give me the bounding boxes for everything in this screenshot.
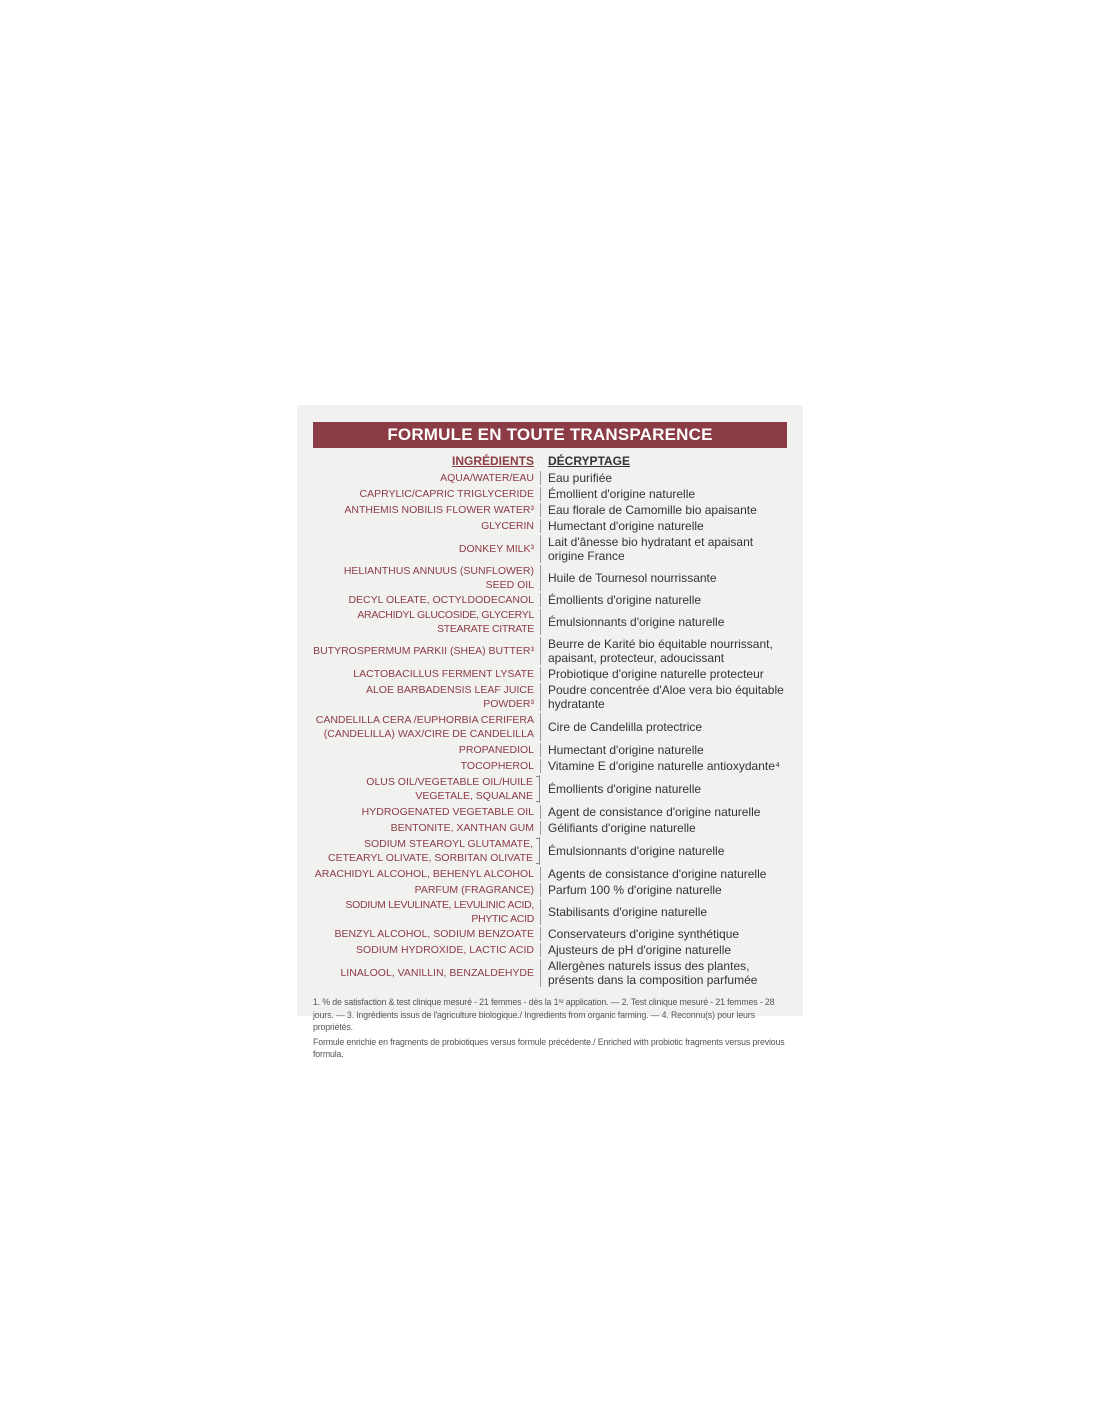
table-row xyxy=(313,926,787,942)
footnote-references: 1. % de satisfaction & test clinique mesuré - 21 femmes - dès la 1ʳᵉ application. — 2. Test clinique mesuré - 21 femmes - 28 jours. — 3. Ingrédients issus de l'agriculture biologique./ Ingredients from organic farming. — 4. Reconnu(s) pour leurs propriétés. xyxy=(313,997,775,1032)
table-row xyxy=(313,592,787,608)
ingredient-description: Émulsionnants d'origine naturelle xyxy=(548,615,725,629)
ingredient-description: Poudre concentrée d'Aloe vera bio équitable hydratante xyxy=(548,683,784,711)
ingredient-name: PARFUM (FRAGRANCE) xyxy=(414,884,534,896)
ingredient-name: TOCOPHEROL xyxy=(460,760,534,772)
footnotes xyxy=(313,996,789,1061)
ingredient-name: SODIUM HYDROXIDE, LACTIC ACID xyxy=(356,944,534,956)
table-row xyxy=(313,836,787,866)
ingredient-name: ANTHEMIS NOBILIS FLOWER WATER³ xyxy=(344,504,534,516)
ingredient-name: HYDROGENATED VEGETABLE OIL xyxy=(361,806,534,818)
ingredient-description: Émulsionnants d'origine naturelle xyxy=(548,844,725,858)
ingredient-name: LACTOBACILLUS FERMENT LYSATE xyxy=(353,668,534,680)
ingredient-name: DECYL OLEATE, OCTYLDODECANOL xyxy=(348,594,534,606)
table-row xyxy=(313,518,787,534)
ingredient-description: Huile de Tournesol nourrissante xyxy=(548,571,717,585)
ingredient-name: SODIUM STEAROYL GLUTAMATE, CETEARYL OLIVATE, SORBITAN OLIVATE xyxy=(313,837,540,865)
ingredient-description: Beurre de Karité bio équitable nourrissant, apaisant, protecteur, adoucissant xyxy=(548,637,773,665)
ingredient-name: ALOE BARBADENSIS LEAF JUICE POWDER³ xyxy=(365,684,534,710)
table-row xyxy=(313,502,787,518)
table-row xyxy=(313,804,787,820)
header-decryptage: DÉCRYPTAGE xyxy=(548,454,631,468)
table-row xyxy=(313,758,787,774)
ingredient-description: Émollients d'origine naturelle xyxy=(548,782,702,796)
ingredient-description: Émollients d'origine naturelle xyxy=(548,593,702,607)
ingredient-description: Ajusteurs de pH d'origine naturelle xyxy=(548,943,732,957)
ingredient-description: Parfum 100 % d'origine naturelle xyxy=(548,883,722,897)
table-row xyxy=(313,636,787,666)
table-row xyxy=(313,608,787,636)
ingredient-description: Agent de consistance d'origine naturelle xyxy=(548,805,761,819)
ingredient-description: Probiotique d'origine naturelle protecteur xyxy=(548,667,764,681)
ingredient-description: Émollient d'origine naturelle xyxy=(548,487,696,501)
table-row xyxy=(313,958,787,988)
table-row xyxy=(313,470,787,486)
ingredient-description: Eau florale de Camomille bio apaisante xyxy=(548,503,757,517)
ingredient-name: BUTYROSPERMUM PARKII (SHEA) BUTTER³ xyxy=(313,645,534,657)
table-header xyxy=(313,452,787,470)
table-row xyxy=(313,682,787,712)
ingredient-description: Agents de consistance d'origine naturelle xyxy=(548,867,767,881)
table-row xyxy=(313,742,787,758)
table-row xyxy=(313,564,787,592)
ingredients-table xyxy=(313,452,787,988)
ingredient-name: CAPRYLIC/CAPRIC TRIGLYCERIDE xyxy=(359,488,534,500)
formula-title: FORMULE EN TOUTE TRANSPARENCE xyxy=(313,422,787,448)
table-row xyxy=(313,942,787,958)
ingredient-name: CANDELILLA CERA /EUPHORBIA CERIFERA (CANDELILLA) WAX/CIRE DE CANDELILLA xyxy=(315,714,534,740)
ingredient-name: GLYCERIN xyxy=(481,520,534,532)
table-row xyxy=(313,486,787,502)
table-row xyxy=(313,882,787,898)
ingredient-name: OLUS OIL/VEGETABLE OIL/HUILE VEGETALE, SQUALANE xyxy=(313,775,540,803)
table-row xyxy=(313,898,787,926)
table-row xyxy=(313,666,787,682)
ingredient-name: HELIANTHUS ANNUUS (SUNFLOWER) SEED OIL xyxy=(343,565,534,591)
ingredient-description: Vitamine E d'origine naturelle antioxydante⁴ xyxy=(548,759,781,773)
ingredient-name: PROPANEDIOL xyxy=(458,744,534,756)
table-row xyxy=(313,820,787,836)
ingredient-description: Allergènes naturels issus des plantes, présents dans la composition parfumée xyxy=(548,959,758,987)
ingredient-name: DONKEY MILK³ xyxy=(458,543,534,555)
header-ingredients: INGRÉDIENTS xyxy=(451,454,534,468)
table-row xyxy=(313,866,787,882)
ingredient-description: Gélifiants d'origine naturelle xyxy=(548,821,696,835)
ingredient-description: Stabilisants d'origine naturelle xyxy=(548,905,708,919)
ingredient-description: Humectant d'origine naturelle xyxy=(548,519,704,533)
ingredient-description: Cire de Candelilla protectrice xyxy=(548,720,703,734)
ingredient-description: Humectant d'origine naturelle xyxy=(548,743,704,757)
ingredient-name: ARACHIDYL ALCOHOL, BEHENYL ALCOHOL xyxy=(314,868,534,880)
table-row xyxy=(313,712,787,742)
footnote-formula: Formule enrichie en fragments de probiotiques versus formule précédente./ Enriched with probiotic fragments versus previous formula. xyxy=(313,1036,785,1059)
ingredient-name: AQUA/WATER/EAU xyxy=(440,472,534,484)
ingredient-name: LINALOOL, VANILLIN, BENZALDEHYDE xyxy=(340,967,534,979)
ingredient-description: Eau purifiée xyxy=(548,471,613,485)
ingredient-description: Lait d'ânesse bio hydratant et apaisant origine France xyxy=(548,535,754,563)
table-row xyxy=(313,774,787,804)
ingredient-name: SODIUM LEVULINATE, LEVULINIC ACID, PHYTIC ACID xyxy=(345,899,534,925)
ingredient-name: BENTONITE, XANTHAN GUM xyxy=(390,822,534,834)
table-row xyxy=(313,534,787,564)
ingredients-card xyxy=(297,405,803,1059)
ingredient-description: Conservateurs d'origine synthétique xyxy=(548,927,740,941)
ingredient-name: BENZYL ALCOHOL, SODIUM BENZOATE xyxy=(334,928,534,940)
ingredient-name: ARACHIDYL GLUCOSIDE, GLYCERYL STEARATE CITRATE xyxy=(357,609,534,635)
